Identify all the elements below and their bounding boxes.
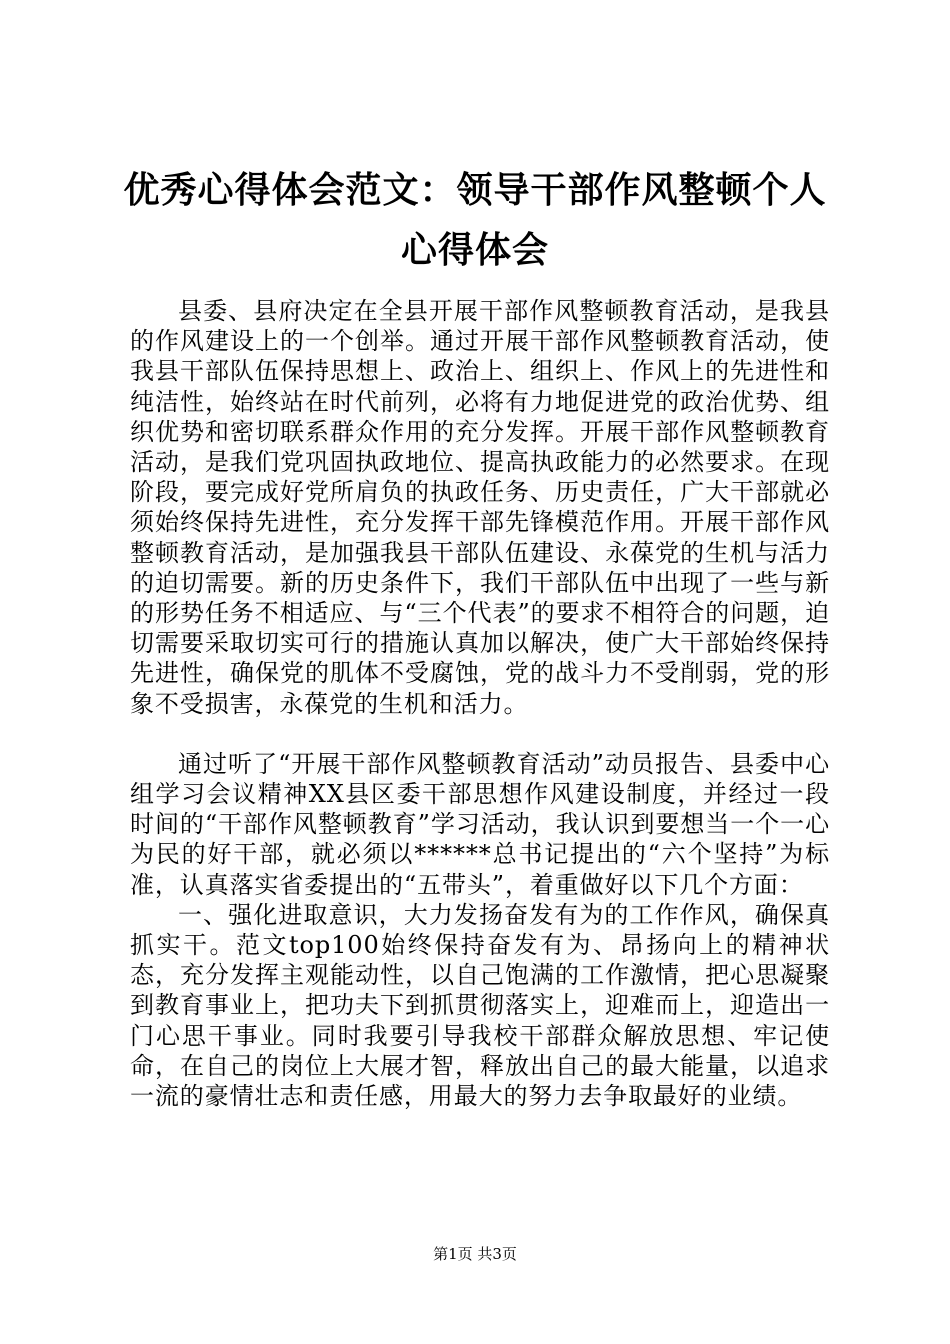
paragraph-spacer	[130, 719, 830, 749]
page-footer: 第1页 共3页	[433, 1245, 517, 1263]
paragraph-3: 一、强化进取意识，大力发扬奋发有为的工作作风，确保真抓实干。范文top100始终保持奋发有为、昂扬向上的精神状态，充分发挥主观能动性，以自己饱满的工作激情，把心思凝聚到教育事业上，把功夫下到抓贯彻落实上，迎难而上，迎造出一门心思干事业。同时我要引导我校干部群众解放思想、牢记使命，在自己的岗位上大展才智，释放出自己的最大能量，以追求一流的豪情壮志和责任感，用最大的努力去争取最好的业绩。	[130, 900, 830, 1111]
document-body	[130, 296, 830, 1111]
paragraph-1: 县委、县府决定在全县开展干部作风整顿教育活动，是我县的作风建设上的一个创举。通过开展干部作风整顿教育活动，使我县干部队伍保持思想上、政治上、组织上、作风上的先进性和纯洁性，始终站在时代前列，必将有力地促进党的政治优势、组织优势和密切联系群众作用的充分发挥。开展干部作风整顿教育活动，是我们党巩固执政地位、提高执政能力的必然要求。在现阶段，要完成好党所肩负的执政任务、历史责任，广大干部就必须始终保持先进性，充分发挥干部先锋模范作用。开展干部作风整顿教育活动，是加强我县干部队伍建设、永葆党的生机与活力的迫切需要。新的历史条件下，我们干部队伍中出现了一些与新的形势任务不相适应、与“三个代表”的要求不相符合的问题，迫切需要采取切实可行的措施认真加以解决，使广大干部始终保持先进性，确保党的肌体不受腐蚀，党的战斗力不受削弱，党的形象不受损害，永葆党的生机和活力。	[130, 297, 830, 718]
paragraph-2: 通过听了“开展干部作风整顿教育活动”动员报告、县委中心组学习会议精神XX县区委干部思想作风建设制度，并经过一段时间的“干部作风整顿教育”学习活动，我认识到要想当一个一心为民的好干部，就必须以******总书记提出的“六个坚持”为标准，认真落实省委提出的“五带头”，着重做好以下几个方面：	[130, 749, 830, 899]
document-title: 优秀心得体会范文：领导干部作风整顿个人心得体会	[123, 169, 827, 271]
